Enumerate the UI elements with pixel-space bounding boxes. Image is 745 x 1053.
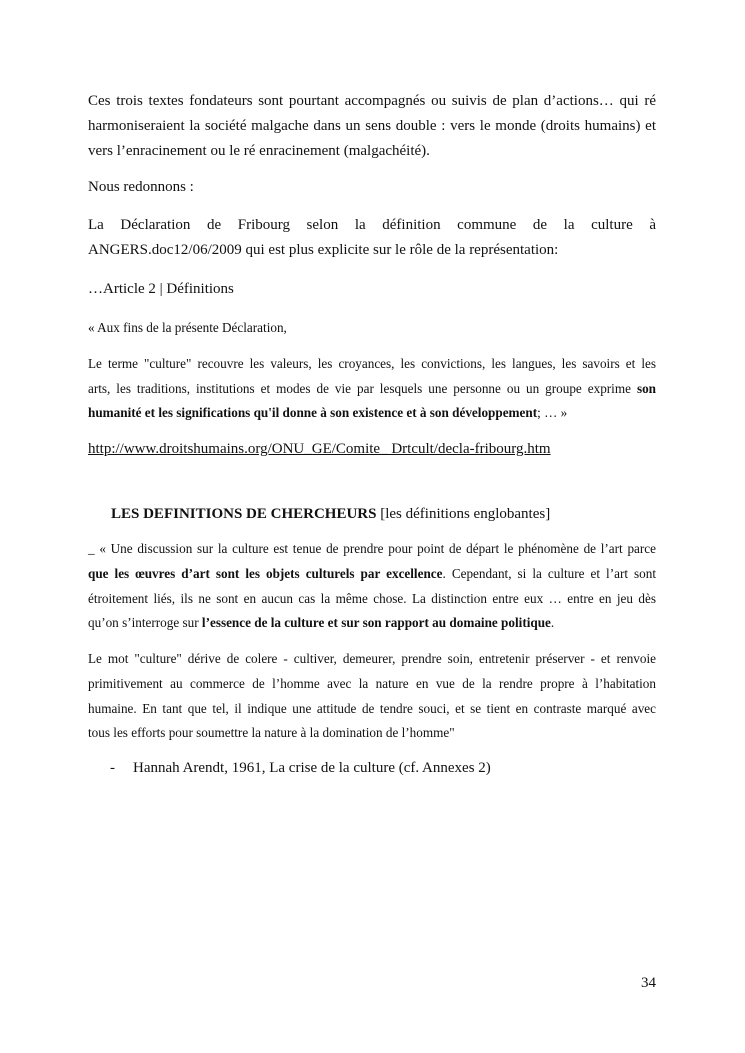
quote-opening: « Aux fins de la présente Déclaration, xyxy=(88,320,287,335)
quote-line: Le terme "culture" recouvre les valeurs, les croyances, les convictions, les langues, les savoirs et les xyxy=(88,356,656,371)
arendt-quote-line: qu’on s’interroge sur l’essence de la culture et sur son rapport au domaine politique. xyxy=(88,615,555,630)
paragraph-line: harmoniseraient la société malgache dans un sens double : vers le monde (droits humains) et xyxy=(88,118,656,134)
bullet-marker: - xyxy=(110,760,115,776)
paragraph-line: Ces trois textes fondateurs sont pourtant accompagnés ou suivis de plan d’actions… qui ré xyxy=(88,93,656,109)
source-link-line xyxy=(88,437,656,463)
arendt-quote-line: que les œuvres d’art sont les objets culturels par excellence. Cependant, si la culture et l’art sont xyxy=(88,566,656,581)
paragraph-line: ANGERS.doc12/06/2009 qui est plus explicite sur le rôle de la représentation: xyxy=(88,242,559,258)
arendt-quote-line: _ « Une discussion sur la culture est tenue de prendre pour point de départ le phénomène de l’art parce xyxy=(88,541,656,556)
page-number: 34 xyxy=(641,975,656,991)
quote-line: humanité et les significations qu'il donne à son existence et à son développement; … » xyxy=(88,405,568,420)
quote-line: arts, les traditions, institutions et modes de vie par lesquels une personne ou un groupe exprime son xyxy=(88,381,656,396)
arendt-quote-line: tous les efforts pour soumettre la nature à la domination de l’homme" xyxy=(88,725,455,740)
paragraph: Nous redonnons : xyxy=(88,179,194,195)
paragraph-line: La Déclaration de Fribourg selon la définition commune de la culture à xyxy=(88,217,656,233)
arendt-quote-line: humaine. En tant que tel, il indique une attitude de tendre souci, et se tient en contraste marqué avec xyxy=(88,701,656,716)
arendt-quote-line: primitivement au commerce de l’homme avec la nature en vue de la rendre propre à l’habitation xyxy=(88,676,656,691)
arendt-quote-line: Le mot "culture" dérive de colere - cultiver, demeurer, prendre soin, entretenir préserver - et renvoie xyxy=(88,651,656,666)
source-link[interactable]: http://www.droitshumains.org/ONU_GE/Comite_ Drtcult/decla-fribourg.htm xyxy=(88,441,551,457)
paragraph-line: vers l’enracinement ou le ré enracinement (malgachéité). xyxy=(88,143,430,159)
article-heading: …Article 2 | Définitions xyxy=(88,281,234,297)
arendt-quote-line: étroitement liés, ils ne sont en aucun cas la même chose. La distinction entre eux … entre en jeu dès xyxy=(88,591,656,606)
section-heading: LES DEFINITIONS DE CHERCHEURS [les définitions englobantes] xyxy=(111,506,551,522)
citation: Hannah Arendt, 1961, La crise de la culture (cf. Annexes 2) xyxy=(133,760,491,776)
